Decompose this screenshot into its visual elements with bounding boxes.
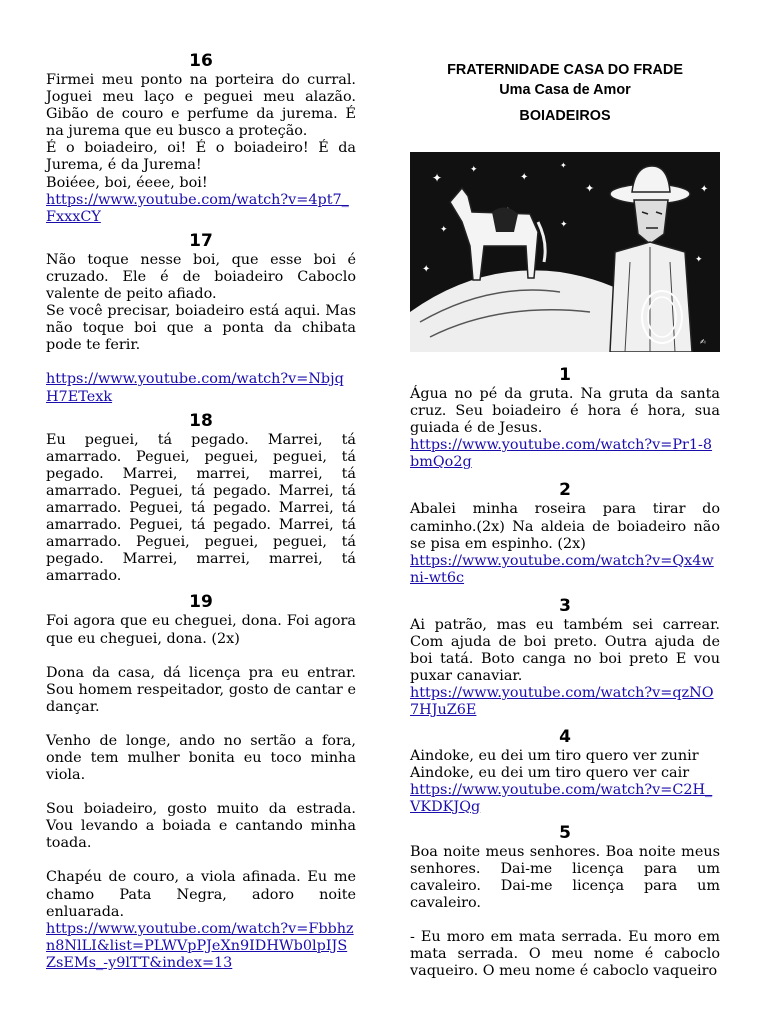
song-number-16: 16: [189, 51, 213, 71]
woodcut-horse-and-cowboy-illustration: [410, 152, 720, 352]
svg-text:✦: ✦: [470, 165, 478, 175]
svg-text:✦: ✦: [700, 184, 709, 195]
song-2-text: Abalei minha roseira para tirar do caminho.(2x) Na aldeia de boiadeiro não se pisa em espinho. (2x): [410, 501, 720, 552]
song-number-19: 19: [189, 592, 213, 613]
song-19-paragraph-1: Foi agora que eu cheguei, dona. Foi agora que eu cheguei, dona. (2x): [46, 613, 356, 647]
svg-text:✦: ✦: [520, 172, 529, 183]
song-19-paragraph-5: Chapéu de couro, a viola afinada. Eu me chamo Pata Negra, adoro noite enluarada.: [46, 869, 356, 920]
song-number-3: 3: [559, 595, 571, 616]
left-column: [46, 50, 356, 972]
song-17-line-2: Se você precisar, boiadeiro está aqui. Mas não toque boi que a ponta da chibata pode te ferir.: [46, 303, 356, 354]
song-4-video-link[interactable]: https://www.youtube.com/watch?v=C2H_VKDKJQg: [410, 781, 713, 815]
song-19-paragraph-2: Dona da casa, dá licença pra eu entrar. Sou homem respeitador, gosto de cantar e dançar.: [46, 664, 356, 715]
svg-text:✦: ✦: [585, 182, 595, 195]
svg-text:✦: ✦: [432, 171, 443, 185]
song-19-paragraph-3: Venho de longe, ando no sertão a fora, onde tem mulher bonita eu toco minha viola.: [46, 732, 356, 784]
song-number-4: 4: [559, 726, 571, 747]
song-16-line-2: É o boiadeiro, oi! É o boiadeiro! É da Jurema, é da Jurema!: [46, 140, 356, 174]
organization-title: FRATERNIDADE CASA DO FRADE: [447, 62, 683, 78]
song-1-video-link[interactable]: https://www.youtube.com/watch?v=Pr1-8bmQo2g: [410, 437, 713, 471]
song-4-line-1: Aindoke, eu dei um tiro quero ver zunir: [410, 747, 699, 764]
song-16-video-link[interactable]: https://www.youtube.com/watch?v=4pt7_FxxxCY: [46, 191, 349, 225]
song-5-paragraph-1: Boa noite meus senhores. Boa noite meus senhores. Dai-me licença para um cavaleiro. Dai-me licença para um cavaleiro.: [410, 843, 720, 912]
right-column: [410, 60, 720, 981]
svg-text:✦: ✦: [422, 264, 431, 275]
song-number-18: 18: [189, 410, 213, 431]
organization-subtitle: Uma Casa de Amor: [499, 82, 631, 98]
song-2-video-link[interactable]: https://www.youtube.com/watch?v=Qx4wni-wt6c: [410, 552, 714, 586]
song-number-5: 5: [559, 822, 571, 843]
song-16-line-1: Firmei meu ponto na porteira do curral. Joguei meu laço e peguei meu alazão. Gibão de couro e perfume da jurema. É na jurema que eu busco a proteção.: [46, 72, 356, 140]
svg-text:✍: ✍: [700, 338, 706, 346]
song-19-paragraph-4: Sou boiadeiro, gosto muito da estrada. Vou levando a boiada e cantando minha toada.: [46, 801, 356, 852]
song-17-video-link[interactable]: https://www.youtube.com/watch?v=NbjqH7ETexk: [46, 371, 344, 405]
song-3-text: Ai patrão, mas eu também sei carrear. Com ajuda de boi preto. Outra ajuda de boi tatá. Boto canga no boi preto E vou puxar canaviar.: [410, 616, 720, 685]
svg-text:✦: ✦: [560, 220, 568, 230]
song-5-paragraph-2: - Eu moro em mata serrada. Eu moro em mata serrada. O meu nome é caboclo vaqueiro. O meu nome é caboclo vaqueiro: [410, 929, 720, 980]
song-number-1: 1: [559, 365, 571, 385]
song-4-line-2: Aindoke, eu dei um tiro quero ver cair: [410, 764, 690, 781]
song-1-text: Água no pé da gruta. Na gruta da santa cruz. Seu boiadeiro é hora é hora, sua guiada é de Jesus.: [410, 386, 720, 437]
song-19-video-link[interactable]: https://www.youtube.com/watch?v=Fbbhzn8NlLI&list=PLWVpPJeXn9IDHWb0lpIJSZsEMs_-y9lTT&index=13: [46, 920, 354, 971]
song-18-text: Eu peguei, tá pegado. Marrei, tá amarrado. Peguei, peguei, peguei, tá pegado. Marrei, marrei, marrei, tá amarrado. Peguei, tá pegado. Marrei, tá amarrado. Peguei, tá pegado. Marrei, tá amarrado. Peguei, tá pegado. Marrei, tá amarrado. Peguei, peguei, peguei, tá pegado. Marrei, marrei, marrei, tá amarrado.: [46, 431, 356, 585]
song-3-video-link[interactable]: https://www.youtube.com/watch?v=qzNO7HJuZ6E: [410, 685, 714, 719]
svg-text:✦: ✦: [440, 225, 448, 235]
section-title: BOIADEIROS: [519, 108, 611, 124]
svg-text:✦: ✦: [560, 161, 567, 170]
svg-text:✦: ✦: [695, 255, 703, 265]
song-number-2: 2: [559, 480, 571, 501]
song-16-line-3: Boiéee, boi, éeee, boi!: [46, 174, 208, 191]
song-17-line-1: Não toque nesse boi, que esse boi é cruzado. Ele é de boiadeiro Caboclo valente de peito afiado.: [46, 251, 356, 303]
song-number-17: 17: [189, 230, 213, 251]
